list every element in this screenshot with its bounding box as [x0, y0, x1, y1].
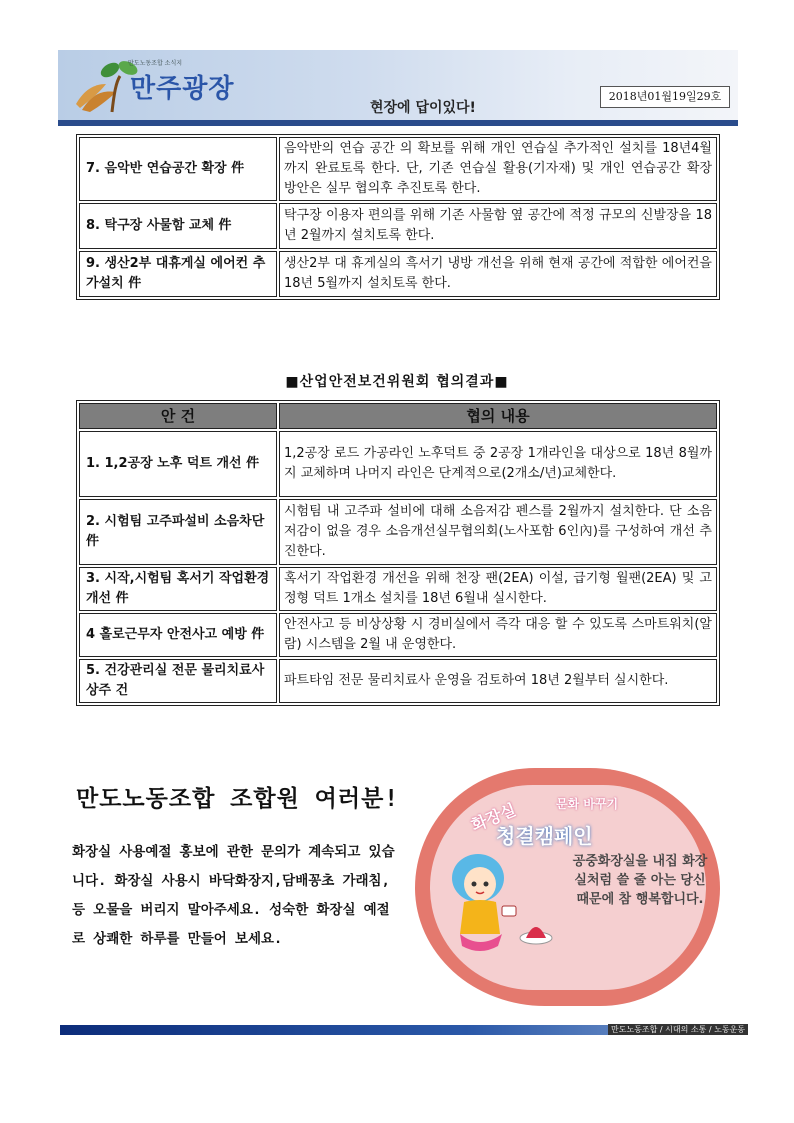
table-row: [79, 567, 717, 611]
notice-body: 화장실 사용예절 홍보에 관한 문의가 계속되고 있습니다. 화장실 사용시 바닥화장지,담배꽁초 가래침,등 오물을 버리지 말아주세요. 성숙한 화장실 예절로 상쾌한 하루를 만들어 보세요.: [72, 844, 395, 947]
table-row: [79, 659, 717, 703]
header-divider: [58, 120, 738, 126]
campaign-message: 공중화장실을 내집 화장실처럼 쓸 줄 아는 당신 때문에 참 행복합니다.: [572, 854, 708, 907]
agenda-item: 4 홀로근무자 안전사고 예방 件: [79, 613, 277, 657]
agenda-content: 안전사고 등 비상상황 시 경비실에서 즉각 대응 할 수 있도록 스마트워치(알람) 시스템을 2월 내 운영한다.: [279, 613, 717, 657]
column-header-item: 안 건: [79, 403, 277, 429]
agenda-item: 2. 시험팀 고주파설비 소음차단 件: [79, 499, 277, 565]
agenda-content: 1,2공장 로드 가공라인 노후덕트 중 2공장 1개라인을 대상으로 18년 8월까지 교체하며 나머지 라인은 단계적으로(2개소/년)교체한다.: [279, 431, 717, 497]
agenda-item: 7. 음악반 연습공간 확장 件: [79, 137, 277, 201]
issue-date: 2018년01월19일29호: [600, 86, 730, 108]
column-header-content: 협의 내용: [279, 403, 717, 429]
agenda-content: 시험팀 내 고주파 설비에 대해 소음저감 펜스를 2월까지 설치한다. 단 소음저감이 없을 경우 소음개선실무협의회(노사포함 6인內)를 구성하여 개선 추진한다.: [279, 499, 717, 565]
agenda-content: 혹서기 작업환경 개선을 위해 천장 팬(2EA) 이설, 급기형 월팬(2EA) 및 고정형 덕트 1개소 설치를 18년 6월내 실시한다.: [279, 567, 717, 611]
agenda-item: 8. 탁구장 사물함 교체 件: [79, 203, 277, 249]
table-row: [79, 613, 717, 657]
campaign-title-toilet: 화장실: [468, 799, 519, 835]
agenda-content: 탁구장 이용자 편의를 위해 기존 사물함 옆 공간에 적정 규모의 신발장을 18년 2월까지 설치토록 한다.: [279, 203, 717, 249]
agenda-content: 생산2부 대 휴게실의 흑서기 냉방 개선을 위해 현재 공간에 적합한 에어컨을 18년 5월까지 설치토록 한다.: [279, 251, 717, 297]
agenda-item: 9. 생산2부 대휴게실 에어컨 추가설치 件: [79, 251, 277, 297]
notice-title: 만도노동조합 조합원 여러분!: [76, 786, 400, 812]
header-slogan: 현장에 답이있다!: [370, 100, 476, 116]
agenda-item: 1. 1,2공장 노후 덕트 개선 件: [79, 431, 277, 497]
campaign-title-clean: 청결캠페인: [496, 824, 593, 848]
section-title: ■산업안전보건위원회 협의결과■: [285, 374, 509, 390]
agenda-item: 5. 건강관리실 전문 물리치료사 상주 건: [79, 659, 277, 703]
table-row: [79, 499, 717, 565]
girl-drinking-tea-icon: [438, 838, 558, 968]
agenda-item: 3. 시작,시험팀 혹서기 작업환경 개선 件: [79, 567, 277, 611]
logo-subtitle: 만도노동조합 소식지: [128, 60, 183, 67]
table-header-row: [79, 403, 717, 429]
logo-title: 만주광장: [130, 74, 235, 104]
agenda-content: 음악반의 연습 공간 의 확보를 위해 개인 연습실 추가적인 설치를 18년4월까지 완료토록 한다. 단, 기존 연습실 활용(기자재) 및 개인 연습공간 확장 방안은 실무 협의후 추진토록 한다.: [279, 137, 717, 201]
table-row: [79, 431, 717, 497]
safety-committee-table: [76, 400, 720, 706]
agenda-content: 파트타임 전문 물리치료사 운영을 검토하여 18년 2월부터 실시한다.: [279, 659, 717, 703]
table-row: [79, 203, 717, 249]
footer-text: 만도노동조합 / 시대의 소통 / 노동운동: [608, 1024, 748, 1035]
table-row: [79, 251, 717, 297]
agreement-table-continued: [76, 134, 720, 300]
campaign-title-culture: 문화 바꾸기: [556, 797, 619, 811]
table-row: [79, 137, 717, 201]
